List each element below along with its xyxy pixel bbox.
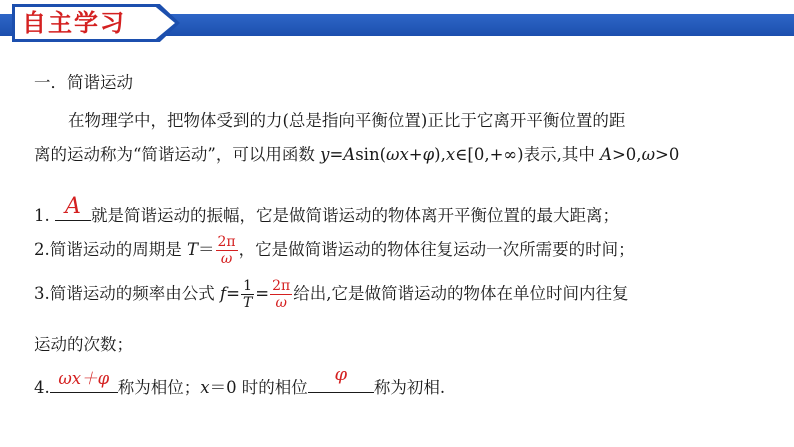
item-1 xyxy=(34,194,619,227)
math-paren: ), xyxy=(434,145,446,164)
math-plus: + xyxy=(408,145,423,164)
fraction-numerator: 2π xyxy=(272,278,291,294)
section-heading: 一．简谐运动 xyxy=(34,73,133,92)
item-3-text: 给出,它是做简谐运动的物体在单位时间内往复 xyxy=(293,284,629,303)
item-3-continued: 运动的次数； xyxy=(34,335,133,354)
math-A2: A xyxy=(600,145,612,164)
fraction-denominator: T xyxy=(242,295,253,311)
item-2-answer-fraction xyxy=(216,234,238,267)
intro-text: 离的运动称为“简谐运动”，可以用函数 xyxy=(34,145,321,164)
math-eq-2: = xyxy=(255,284,270,303)
fraction-denominator: ω xyxy=(216,250,238,267)
math-eq: ＝ xyxy=(198,240,215,259)
item-2-text: ，它是做简谐运动的物体往复运动一次所需要的时间； xyxy=(238,240,635,259)
item-4-answer-2: φ xyxy=(334,364,348,385)
math-phi: φ xyxy=(422,145,435,164)
item-4-text-3: 称为初相. xyxy=(373,378,446,397)
math-eq: = xyxy=(329,145,344,164)
fraction-1-over-T xyxy=(241,278,254,311)
intro-line-1: 在物理学中，把物体受到的力(总是指向平衡位置)正比于它离开平衡位置的距 xyxy=(68,111,626,130)
math-sin: sin( xyxy=(355,145,387,164)
math-w2: ω xyxy=(641,145,656,164)
item-1-number: 1. xyxy=(34,206,50,225)
item-3-prefix: 3.简谐运动的频率由公式 xyxy=(34,284,220,303)
intro-line-2 xyxy=(34,144,679,166)
item-1-blank xyxy=(55,194,91,221)
item-1-answer: A xyxy=(65,194,81,219)
item-3-answer-fraction xyxy=(270,278,292,311)
math-A: A xyxy=(343,145,356,164)
math-T: T xyxy=(187,240,199,259)
math-gt0-2: >0 xyxy=(655,145,680,164)
banner-title: 自主学习 xyxy=(22,9,126,37)
math-x: x xyxy=(445,145,456,164)
item-4-number: 4. xyxy=(34,378,50,397)
item-2-prefix: 2.简谐运动的周期是 xyxy=(34,240,187,259)
math-x: x xyxy=(200,378,210,397)
item-4 xyxy=(34,364,446,399)
item-4-text-2: ＝0 时的相位 xyxy=(209,378,308,397)
math-eq: = xyxy=(226,284,240,303)
fraction-numerator: 1 xyxy=(243,278,253,294)
item-4-blank xyxy=(50,369,118,393)
item-4-answer: ωx＋φ xyxy=(58,369,110,388)
item-4-text-1: 称为相位； xyxy=(117,378,201,397)
math-y: y xyxy=(320,145,330,164)
math-wx: ωx xyxy=(386,145,409,164)
math-domain: ∈[0,+∞)表示,其中 xyxy=(455,145,601,164)
item-1-text: 就是简谐运动的振幅，它是做简谐运动的物体离开平衡位置的最大距离； xyxy=(91,206,619,225)
fraction-denominator: ω xyxy=(270,294,292,311)
math-gt0: >0, xyxy=(611,145,642,164)
fraction-numerator: 2π xyxy=(217,234,236,250)
item-3 xyxy=(34,276,628,312)
item-4-blank-2 xyxy=(308,364,374,393)
item-2 xyxy=(34,232,635,268)
section-banner xyxy=(0,0,794,46)
math-f: f xyxy=(220,284,227,303)
